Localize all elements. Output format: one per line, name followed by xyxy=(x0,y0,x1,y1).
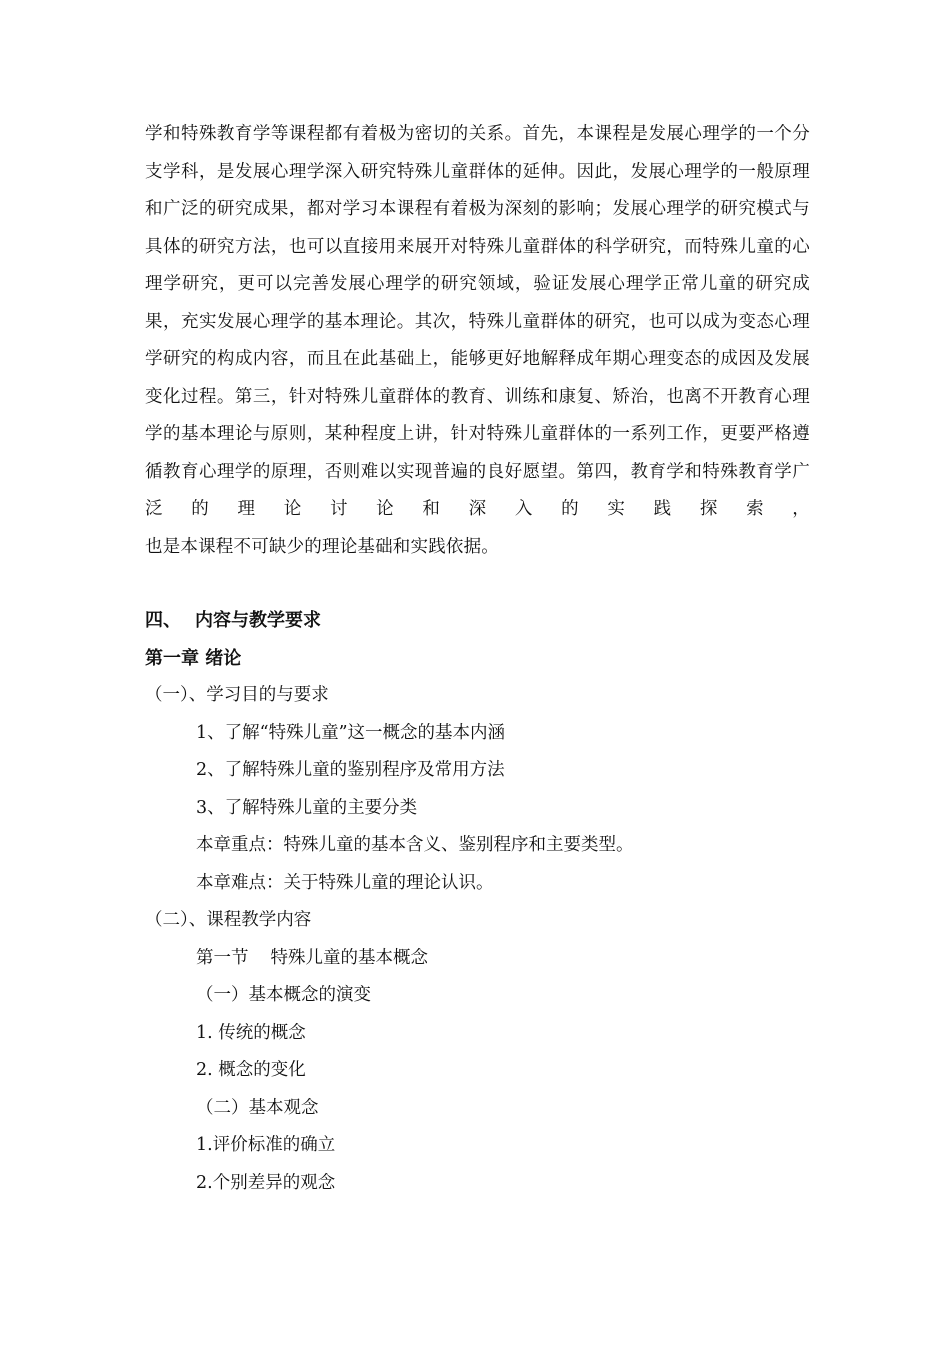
part2-heading: （二）、课程教学内容 xyxy=(145,910,312,930)
part1-item-1: 1、了解“特殊儿童”这一概念的基本内涵 xyxy=(196,723,506,743)
difficult-points: 本章难点：关于特殊儿童的理论认识。 xyxy=(196,873,494,893)
intro-paragraph-text: 学和特殊教育学等课程都有着极为密切的关系。首先，本课程是发展心理学的一个分支学科，是发展心理学深入研究特殊儿童群体的延伸。因此，发展心理学的一般原理和广泛的研究成果，都对学习本课程有着极为深刻的影响；发展心理学的研究模式与具体的研究方法，也可以直接用来展开对特殊儿童群体的科学研究，而特殊儿童的心理学研究，更可以完善发展心理学的研究领域，验证发展心理学正常儿童的研究成果，充实发展心理学的基本理论。其次，特殊儿童群体的研究，也可以成为变态心理学研究的构成内容，而且在此基础上，能够更好地解释成年期心理变态的成因及发展变化过程。第三，针对特殊儿童群体的教育、训练和康复、矫治，也离不开教育心理学的基本理论与原则，某种程度上讲，针对特殊儿童群体的一系列工作，更要严格遵循教育心理学的原理，否则难以实现普遍的良好愿望。第四，教育学和特殊教育学广泛的理论讨论和深入的实践探索， xyxy=(145,124,810,519)
section-line xyxy=(196,943,428,973)
sub1-heading: （一）基本概念的演变 xyxy=(196,985,371,1005)
part1-item-2: 2、了解特殊儿童的鉴别程序及常用方法 xyxy=(196,760,505,780)
part1-item-3: 3、了解特殊儿童的主要分类 xyxy=(196,798,418,818)
section-label: 第一节 xyxy=(196,948,249,968)
section-line-title: 特殊儿童的基本概念 xyxy=(270,948,428,968)
section-heading xyxy=(145,606,321,636)
sub2-item-2: 2.个别差异的观念 xyxy=(196,1173,336,1193)
sub2-heading: （二）基本观念 xyxy=(196,1098,319,1118)
part1-heading: （一）、学习目的与要求 xyxy=(145,685,329,705)
intro-paragraph xyxy=(145,116,810,566)
sub1-item-2: 2. 概念的变化 xyxy=(196,1060,306,1080)
sub2-item-1: 1.评价标准的确立 xyxy=(196,1135,336,1155)
key-points: 本章重点：特殊儿童的基本含义、鉴别程序和主要类型。 xyxy=(196,835,634,855)
section-title: 内容与教学要求 xyxy=(195,610,321,631)
intro-paragraph-last-line: 也是本课程不可缺少的理论基础和实践依据。 xyxy=(145,536,499,557)
section-number: 四、 xyxy=(145,610,181,631)
sub1-item-1: 1. 传统的概念 xyxy=(196,1023,306,1043)
chapter-heading: 第一章 绪论 xyxy=(145,648,242,669)
